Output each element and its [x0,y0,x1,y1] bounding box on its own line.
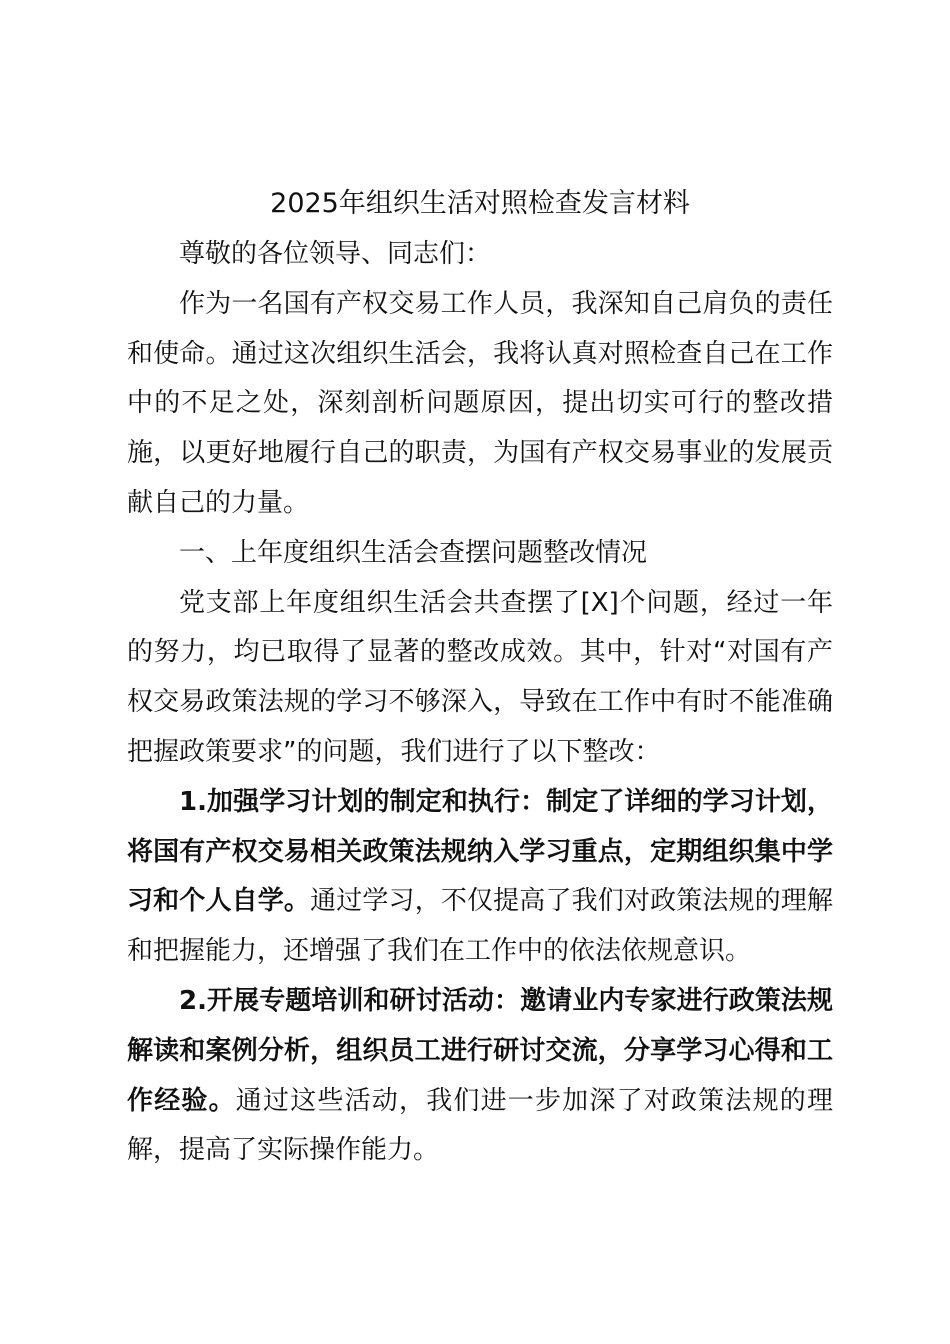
intro-paragraph: 作为一名国有产权交易工作人员，我深知自己肩负的责任和使命。通过这次组织生活会，我将认真对照检查自己在工作中的不足之处，深刻剖析问题原因，提出切实可行的整改措施，以更好地履行自己的职责，为国有产权交易事业的发展贡献自己的力量。 [127,288,833,518]
section-heading: 一、上年度组织生活会查摆问题整改情况 [179,537,648,568]
section-paragraph: 党支部上年度组织生活会共查摆了[X]个问题，经过一年的努力，均已取得了显著的整改成效。其中，针对“对国有产权交易政策法规的学习不够深入，导致在工作中有时不能准确把握政策要求”的问题，我们进行了以下整改： [127,587,833,767]
item-bold-text: 2.开展专题培训和研讨活动：邀请业内专家进行政策法规解读和案例分析，组织员工进行研讨交流，分享学习心得和工作经验。 [127,985,833,1116]
document-title: 2025年组织生活对照检查发言材料 [270,188,690,219]
item-bold-text: 1.加强学习计划的制定和执行：制定了详细的学习计划，将国有产权交易相关政策法规纳入学习重点，定期组织集中学习和个人自学。 [127,786,833,917]
list-item [127,778,833,977]
item-text: 通过这些活动，我们进一步加深了对政策法规的理解，提高了实际操作能力。 [127,1085,833,1166]
list-item [127,977,833,1176]
salutation: 尊敬的各位领导、同志们： [179,239,492,269]
item-text: 通过学习，不仅提高了我们对政策法规的理解和把握能力，还增强了我们在工作中的依法依规意识。 [127,886,833,967]
document-body [127,230,833,1176]
